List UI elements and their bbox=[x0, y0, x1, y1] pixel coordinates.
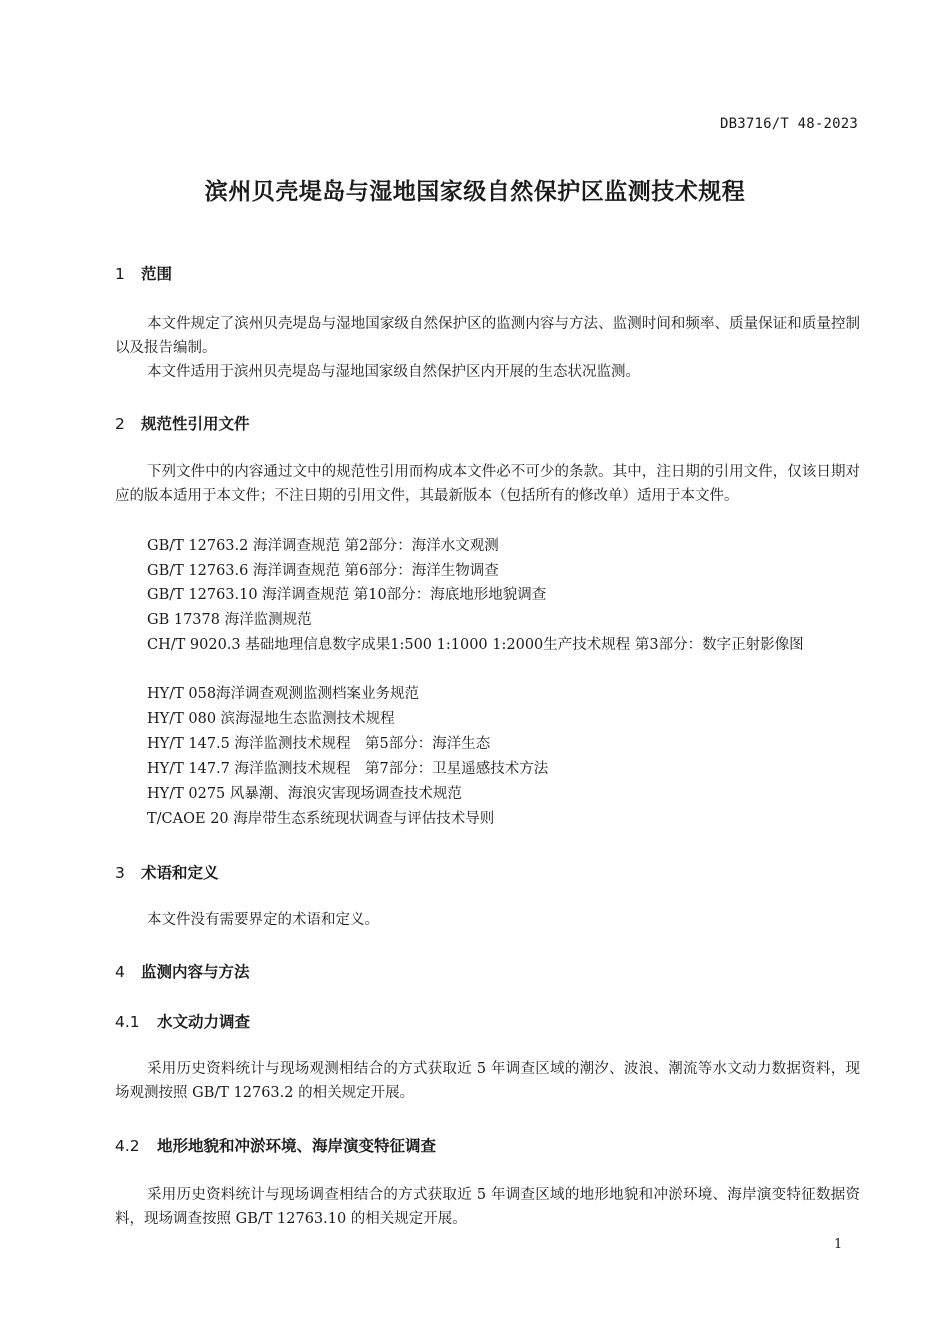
document-code: DB3716/T 48-2023 bbox=[719, 116, 858, 132]
section-number: 1 bbox=[115, 265, 125, 283]
reference-item: HY/T 058海洋调查观测监测档案业务规范 bbox=[147, 686, 420, 702]
paragraph: 本文件没有需要界定的术语和定义。 bbox=[147, 912, 379, 928]
reference-item: GB/T 12763.10 海洋调查规范 第10部分：海底地形地貌调查 bbox=[147, 587, 547, 603]
section-number: 3 bbox=[115, 864, 125, 882]
reference-item: HY/T 147.5 海洋监测技术规程 第5部分：海洋生态 bbox=[147, 736, 491, 752]
paragraph: 本文件规定了滨州贝壳堤岛与湿地国家级自然保护区的监测内容与方法、监测时间和频率、质量保证和质量控制以及报告编制。 bbox=[115, 316, 860, 356]
page-number: 1 bbox=[834, 1237, 843, 1252]
section-title: 范围 bbox=[141, 265, 173, 283]
reference-item: T/CAOE 20 海岸带生态系统现状调查与评估技术导则 bbox=[147, 811, 495, 827]
section-4-heading bbox=[115, 960, 250, 982]
section-number: 4.2 bbox=[115, 1137, 140, 1155]
section-title: 水文动力调查 bbox=[157, 1013, 251, 1031]
reference-item: GB 17378 海洋监测规范 bbox=[147, 612, 312, 628]
paragraph: 采用历史资料统计与现场观测相结合的方式获取近 5 年调查区域的潮汐、波浪、潮流等水文动力数据资料，现场观测按照 GB/T 12763.2 的相关规定开展。 bbox=[115, 1061, 860, 1101]
section-3-heading bbox=[115, 861, 219, 883]
section-4-1-heading bbox=[115, 1010, 250, 1032]
section-2-heading bbox=[115, 412, 250, 434]
paragraph: 下列文件中的内容通过文中的规范性引用而构成本文件必不可少的条款。其中，注日期的引用文件，仅该日期对应的版本适用于本文件；不注日期的引用文件，其最新版本（包括所有的修改单）适用于本文件。 bbox=[115, 464, 860, 504]
reference-item: GB/T 12763.6 海洋调查规范 第6部分：海洋生物调查 bbox=[147, 563, 499, 579]
document-title: 滨州贝壳堤岛与湿地国家级自然保护区监测技术规程 bbox=[204, 179, 746, 205]
reference-item: CH/T 9020.3 基础地理信息数字成果1:500 1:1000 1:2000生产技术规程 第3部分：数字正射影像图 bbox=[147, 637, 804, 653]
paragraph: 本文件适用于滨州贝壳堤岛与湿地国家级自然保护区内开展的生态状况监测。 bbox=[147, 364, 640, 380]
section-title: 术语和定义 bbox=[141, 864, 219, 882]
section-number: 4 bbox=[115, 963, 125, 981]
paragraph: 采用历史资料统计与现场调查相结合的方式获取近 5 年调查区域的地形地貌和冲淤环境、海岸演变特征数据资料，现场调查按照 GB/T 12763.10 的相关规定开展。 bbox=[115, 1187, 860, 1227]
reference-item: GB/T 12763.2 海洋调查规范 第2部分：海洋水文观测 bbox=[147, 538, 499, 554]
section-1-heading bbox=[115, 262, 172, 284]
reference-item: HY/T 147.7 海洋监测技术规程 第7部分：卫星遥感技术方法 bbox=[147, 761, 549, 777]
section-number: 4.1 bbox=[115, 1013, 140, 1031]
section-4-2-heading bbox=[115, 1134, 436, 1156]
section-number: 2 bbox=[115, 415, 125, 433]
section-title: 监测内容与方法 bbox=[141, 963, 250, 981]
reference-item: HY/T 080 滨海湿地生态监测技术规程 bbox=[147, 711, 395, 727]
reference-item: HY/T 0275 风暴潮、海浪灾害现场调查技术规范 bbox=[147, 786, 462, 802]
section-title: 地形地貌和冲淤环境、海岸演变特征调查 bbox=[157, 1137, 437, 1155]
section-title: 规范性引用文件 bbox=[141, 415, 250, 433]
